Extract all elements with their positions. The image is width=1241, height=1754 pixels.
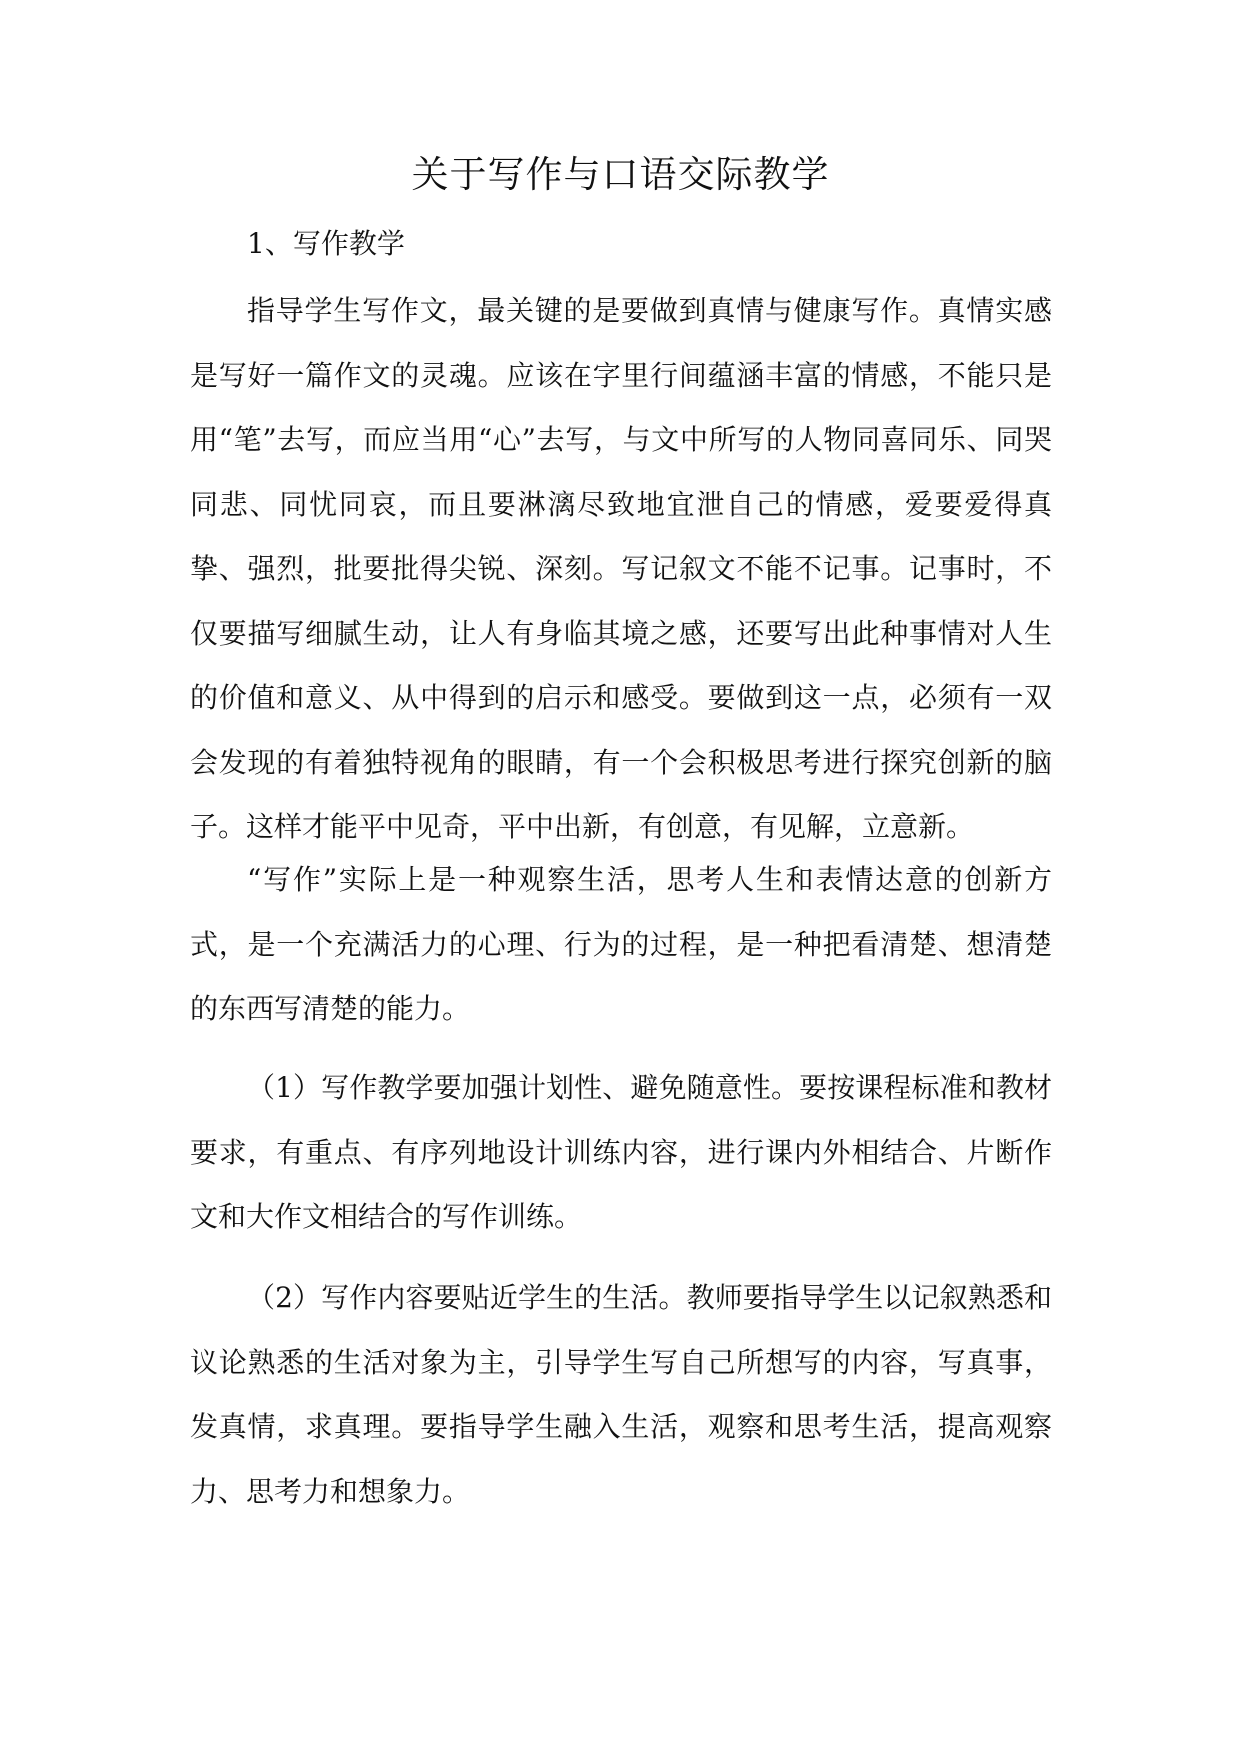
- paragraph-4: （2）写作内容要贴近学生的生活。教师要指导学生以记叙熟悉和议论熟悉的生活对象为主，引导学生写自己所想写的内容，写真事，发真情，求真理。要指导学生融入生活，观察和思考生活，提高观察力、思考力和想象力。: [190, 1281, 1052, 1508]
- paragraph-3: （1）写作教学要加强计划性、避免随意性。要按课程标准和教材要求，有重点、有序列地设计训练内容，进行课内外相结合、片断作文和大作文相结合的写作训练。: [190, 1071, 1052, 1233]
- paragraph-2: “写作”实际上是一种观察生活，思考人生和表情达意的创新方式，是一个充满活力的心理、行为的过程，是一种把看清楚、想清楚的东西写清楚的能力。: [190, 863, 1052, 1025]
- page-title: 关于写作与口语交际教学: [411, 153, 830, 196]
- section-heading: 1、写作教学: [247, 227, 405, 260]
- paragraph-1: 指导学生写作文，最关键的是要做到真情与健康写作。真情实感是写好一篇作文的灵魂。应该在字里行间蕴涵丰富的情感，不能只是用“笔”去写，而应当用“心”去写，与文中所写的人物同喜同乐、同哭同悲、同忧同哀，而且要淋漓尽致地宜泄自己的情感，爱要爱得真挚、强烈，批要批得尖锐、深刻。写记叙文不能不记事。记事时，不仅要描写细腻生动，让人有身临其境之感，还要写出此种事情对人生的价值和意义、从中得到的启示和感受。要做到这一点，必须有一双会发现的有着独特视角的眼睛，有一个会积极思考进行探究创新的脑子。这样才能平中见奇，平中出新，有创意，有见解，立意新。: [190, 294, 1052, 843]
